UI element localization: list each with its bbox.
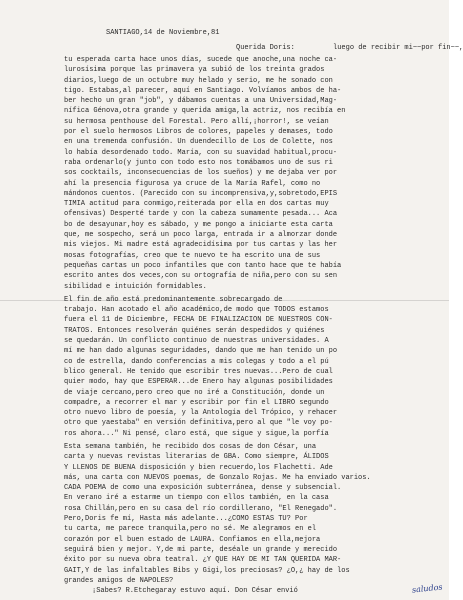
- letter-line: corazón por el buen estado de LAURA. Confiamos en ella,mejora: [64, 535, 321, 544]
- letter-line: ber hecho un gran "job", y dábamos cuentas a una Universidad,Mag-: [64, 97, 338, 106]
- letter-body: [64, 55, 420, 586]
- letter-line: TIMIA actitud para conmigo,reiterada por ella en dos cartas muy: [64, 200, 329, 209]
- letter-line: ofensivas) Desperté tarde y con la cabeza sumamente pesada... Aca: [64, 210, 338, 219]
- letter-line: nífica Génova,otra grande y querida amiga,la actriz, nos recibía en: [64, 107, 346, 116]
- letter-line: quier modo, hay que ESPERAR...de Enero hay algunas posibilidades: [64, 378, 333, 387]
- letter-line: rosa Chillán,pero en su casa del río cordillerano, "El Renegado".: [64, 504, 338, 513]
- postscript: ¡Sabes? R.Etchegaray estuvo aquí. Don César envió: [92, 587, 298, 595]
- salutation: [236, 43, 463, 53]
- letter-line: de viaje cercano,pero creo que no iré a Constitución, donde un: [64, 388, 325, 397]
- letter-line: En verano iré a estarme un tiempo con ellos también, en la casa: [64, 494, 329, 503]
- letter-line: sos cocktails, inconsecuencias de los sueños) y me dejaba ver por: [64, 169, 338, 178]
- letter-line: sibilidad e intuición formidables.: [64, 282, 207, 291]
- letter-line: compadre, a recorrer el mar y escribir por fin el LIBRO segundo: [64, 398, 329, 407]
- letter-line: mosas fotografías, creo que te nuevo te ha escrito una de sus: [64, 251, 321, 260]
- letter-line: en una tremenda confusión. Un duendecillo de Los de Colette, nos: [64, 138, 333, 147]
- first-line-end: luego de recibir mi~~por fin~~,: [333, 44, 463, 52]
- letter-line: más, una carta con NUEVOS poemas, de Gonzalo Rojas. Me ha enviado varios.: [64, 473, 371, 482]
- letter-line: lo había desordenado todo. María, con su suavidad habitual,procu-: [64, 148, 338, 157]
- letter-line: tigo. Estabas,al parecer, aquí en Santiago. Volvíamos ambos de ha-: [64, 86, 342, 95]
- letter-line: mí me han dado algunas seguridades, dando que me han tenido un po: [64, 347, 338, 356]
- letter-line: blico general. He tenido que escribir tres nuevas...Pero de cual: [64, 367, 333, 376]
- letter-line: raba ordenarlo(y junto con todo esto nos tomábamos uno de sus ri: [64, 158, 333, 167]
- letter-line: GAIT,Y de las infaltables Bibs y Gigi,los preciosas? ¿O,¿ hay de los: [64, 566, 350, 575]
- date-line: SANTIAGO,14 de Noviembre,81: [106, 29, 220, 37]
- letter-line: carta y nuevas revistas literarias de GBA. Como siempre, ÁLIDOS: [64, 453, 329, 462]
- letter-line: lurosísima porque las primavera ya subió de los treinta grados: [64, 66, 325, 75]
- letter-line: tu carta, me parece tranquila,pero no sé. Me alegramos en el: [64, 525, 317, 534]
- letter-line: mándonos cuentos. (Parecido con su incomprensiva,y,sobretodo,EPIS: [64, 189, 338, 198]
- letter-line: El fin de año está predominantemente sobrecargado de: [64, 295, 283, 304]
- letter-line: por el suelo hermosos Libros de colores, papeles y demases, todo: [64, 128, 333, 137]
- letter-line: TRATOS. Entonces resolverán quiénes serán despedidos y quiénes: [64, 326, 325, 335]
- letter-line: ros ahora..." Ni pensé, claro está, que sigue y sigue,la porfía: [64, 429, 329, 438]
- letter-line: otro nuevo libro de poesía, y la Antología del Trópico, y rehacer: [64, 409, 338, 418]
- letter-line: Esta semana también, he recibido dos cosas de don César, una: [64, 442, 317, 451]
- letter-line: Y LLENOS DE BUENA disposición y bien recuerdo,los Flachetti. Ade: [64, 463, 333, 472]
- letter-line: fuera el 11 de Diciembre, FECHA DE FINALIZACION DE NUESTROS CON-: [64, 316, 333, 325]
- letter-line: su hermosa penthouse del Forestal. Pero allí,¡horror!, se veían: [64, 117, 329, 126]
- letter-line: tu esperada carta hace unos días, sucede que anoche,una noche ca-: [64, 56, 338, 64]
- letter-line: mis viejos. Mi madre está agradecidísima por tus cartas y las her: [64, 241, 338, 250]
- letter-line: ahí la presencia figurosa ya cruce de la María Rafel, como no: [64, 179, 321, 188]
- letter-line: otro que yaestaba" en versión definitiva,pero al que "le voy po-: [64, 419, 333, 428]
- salutation-text: Querida Doris:: [236, 44, 295, 52]
- letter-line: bo de desayunar,hoy es sábado, y me pongo a iniciarte esta carta: [64, 220, 333, 229]
- handwritten-margin-note: saludos: [411, 582, 443, 595]
- letter-line: escrito antes dos veces,con su ortografía de niña,pero con su sen: [64, 272, 338, 281]
- letter-line: trabajo. Han acotado el año académico,de modo que TODOS estamos: [64, 306, 329, 315]
- letter-line: seguirá bien y mejor. Y,de mi parte, deséale un grande y merecido: [64, 545, 338, 554]
- letter-line: grandes amigos de NAPOLES?: [64, 576, 174, 585]
- letter-line: co de estrella, dando conferencias a mis colegas y todo a el pú: [64, 357, 329, 366]
- letter-line: Pero,Doris fe mí, Hasta más adelante...¿COMO ESTAS TU? Por: [64, 515, 308, 524]
- letter-line: se quedarán. Un conflicto continuo de nuestras universidades. A: [64, 337, 329, 346]
- letter-line: CADA POEMA de como una exposición subterránea, dense y subsencial.: [64, 484, 342, 493]
- letter-line: pequeñas cartas un poco infantiles que con tanto hace que te había: [64, 261, 342, 270]
- letter-line: éxito por su nueva obra teatral. ¿Y QUE HAY DE MI TAN QUERIDA MAR-: [64, 556, 342, 565]
- letter-line: diarios,luego de un octubre muy helado y serio, me he sonado con: [64, 76, 333, 85]
- letter-line: que, me sospecho, será un poco larga, entrada ir a almorzar donde: [64, 231, 338, 240]
